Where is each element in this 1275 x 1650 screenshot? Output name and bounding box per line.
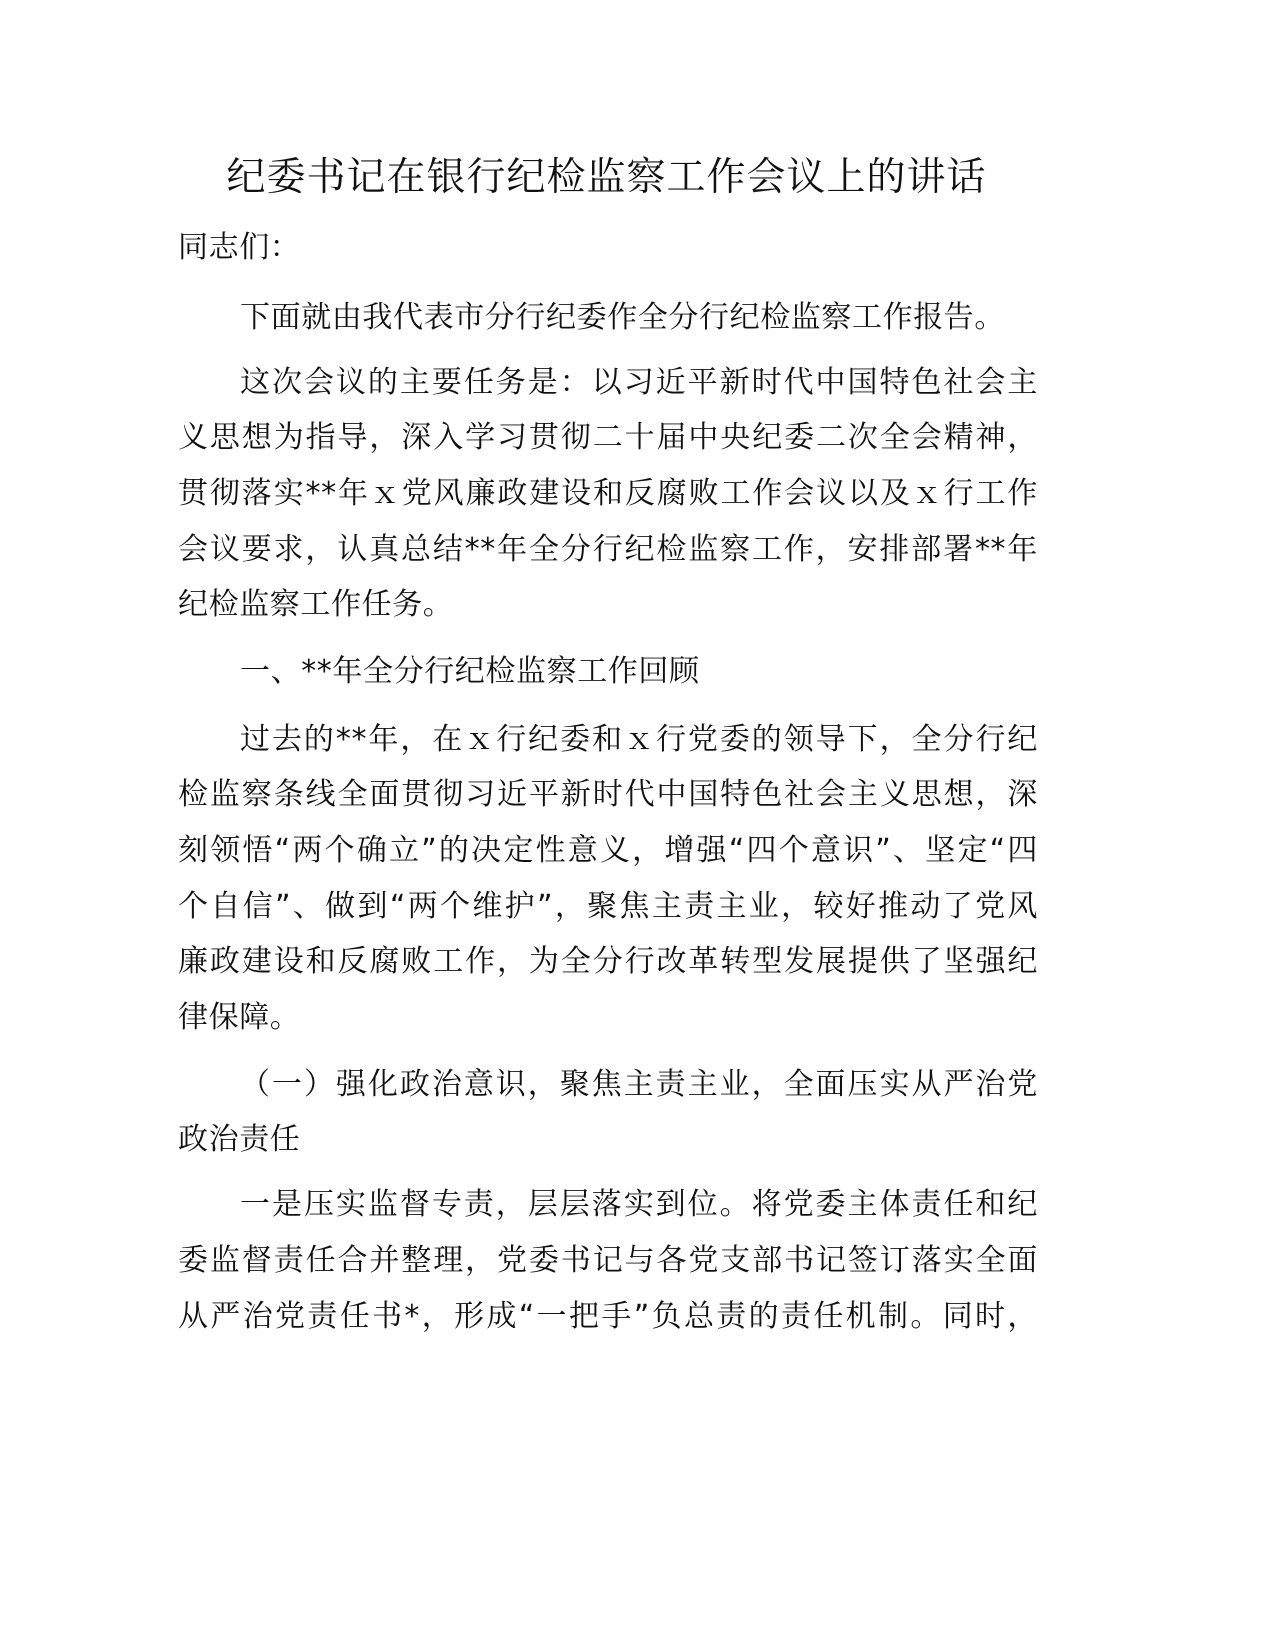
paragraph-line: 一、**年全分行纪检监察工作回顾 [240, 654, 700, 689]
paragraph-line: 廉政建设和反腐败工作，为全分行改革转型发展提供了坚强纪 [178, 944, 1038, 979]
paragraph-line: 义思想为指导，深入学习贯彻二十届中央纪委二次全会精神， [178, 420, 1038, 455]
paragraph-line: 一是压实监督专责，层层落实到位。将党委主体责任和纪 [240, 1187, 1038, 1222]
paragraph-line: 检监察条线全面贯彻习近平新时代中国特色社会主义思想，深 [178, 777, 1038, 812]
paragraph-line: 委监督责任合并整理，党委书记与各党支部书记签订落实全面 [178, 1243, 1038, 1278]
paragraph-line: 下面就由我代表市分行纪委作全分行纪检监察工作报告。 [240, 300, 1005, 335]
paragraph-line: 政治责任 [178, 1122, 301, 1157]
paragraph-line: 过去的**年，在ｘ行纪委和ｘ行党委的领导下，全分行纪 [240, 722, 1038, 757]
paragraph-line: 会议要求，认真总结**年全分行纪检监察工作，安排部署**年 [178, 532, 1038, 567]
paragraph-line: 这次会议的主要任务是：以习近平新时代中国特色社会主 [240, 365, 1038, 400]
paragraph-line: 贯彻落实**年ｘ党风廉政建设和反腐败工作会议以及ｘ行工作 [178, 476, 1038, 511]
paragraph-line: （一）强化政治意识，聚焦主责主业，全面压实从严治党 [240, 1067, 1038, 1102]
paragraph-line: 纪检监察工作任务。 [178, 587, 454, 622]
document-title: 纪委书记在银行纪检监察工作会议上的讲话 [226, 155, 987, 200]
paragraph-line: 从严治党责任书*，形成“一把手”负总责的责任机制。同时， [178, 1299, 1038, 1334]
paragraph-line: 刻领悟“两个确立”的决定性意义，增强“四个意识”、坚定“四 [178, 833, 1038, 868]
paragraph-line: 个自信”、做到“两个维护”，聚焦主责主业，较好推动了党风 [178, 889, 1038, 924]
salutation: 同志们： [178, 230, 301, 265]
paragraph-line: 律保障。 [178, 1000, 301, 1035]
